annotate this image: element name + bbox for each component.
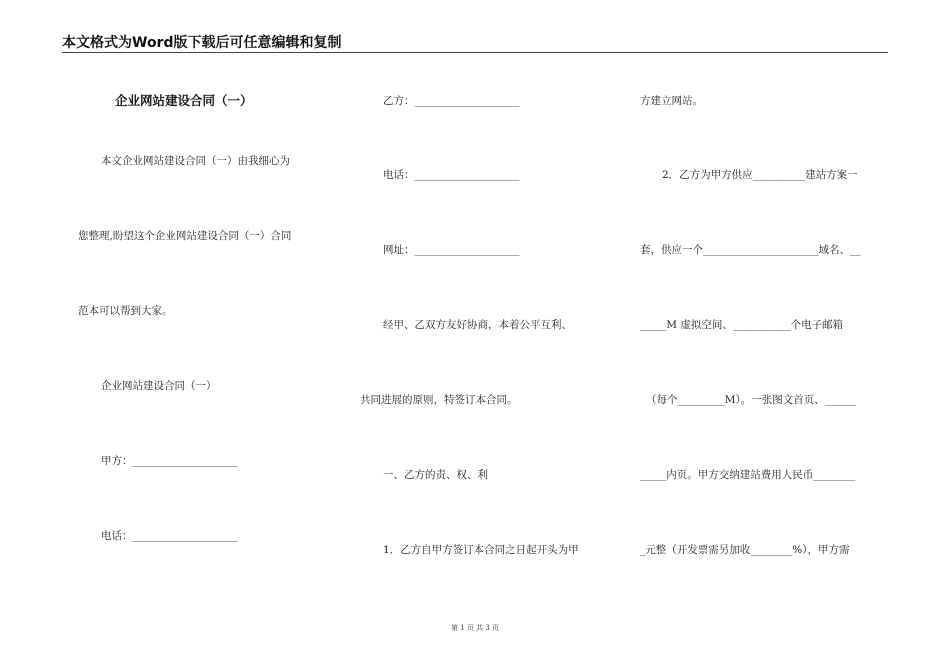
phone-field: 电话：____________________: [101, 530, 238, 542]
text-line: 1．乙方自甲方签订本合同之日起开头为甲: [383, 544, 579, 556]
phone-field: 电话：____________________: [383, 169, 520, 181]
text-line: （每个_________M）。一张图文首页、______: [646, 394, 857, 406]
party-a-field: 甲方：____________________: [101, 455, 238, 467]
page-number: 第 1 页 共 3 页: [450, 624, 500, 632]
text-line: 本文企业网站建设合同（一）由我细心为: [101, 155, 290, 167]
text-line: _____M 虚拟空间、___________个电子邮箱: [640, 319, 844, 331]
header-divider: [62, 52, 888, 53]
text-line: _____内页。甲方交纳建站费用人民币________: [640, 469, 856, 481]
document-header: 本文格式为Word版下载后可任意编辑和复制: [62, 35, 342, 51]
text-line: 您整理,盼望这个企业网站建设合同（一）合同: [78, 230, 292, 242]
text-line: 企业网站建设合同（一）: [101, 380, 217, 392]
website-field: 网址：____________________: [383, 244, 520, 256]
text-line: 方建立网站。: [640, 95, 703, 107]
section-heading: 一、乙方的责、权、利: [383, 469, 488, 481]
text-line: 套，供应一个______________________域名、__: [640, 244, 861, 256]
text-line: 经甲、乙双方友好协商，本着公平互利、: [383, 319, 572, 331]
document-title: 企业网站建设合同（一）: [115, 93, 253, 108]
text-line: 2．乙方为甲方供应__________建站方案一: [662, 169, 858, 181]
text-line: _元整（开发票需另加收________%），甲方需: [640, 544, 850, 556]
text-line: 共同进展的原则，特签订本合同。: [360, 394, 518, 406]
text-line: 范本可以帮到大家。: [78, 305, 173, 317]
party-b-field: 乙方：____________________: [383, 95, 520, 107]
